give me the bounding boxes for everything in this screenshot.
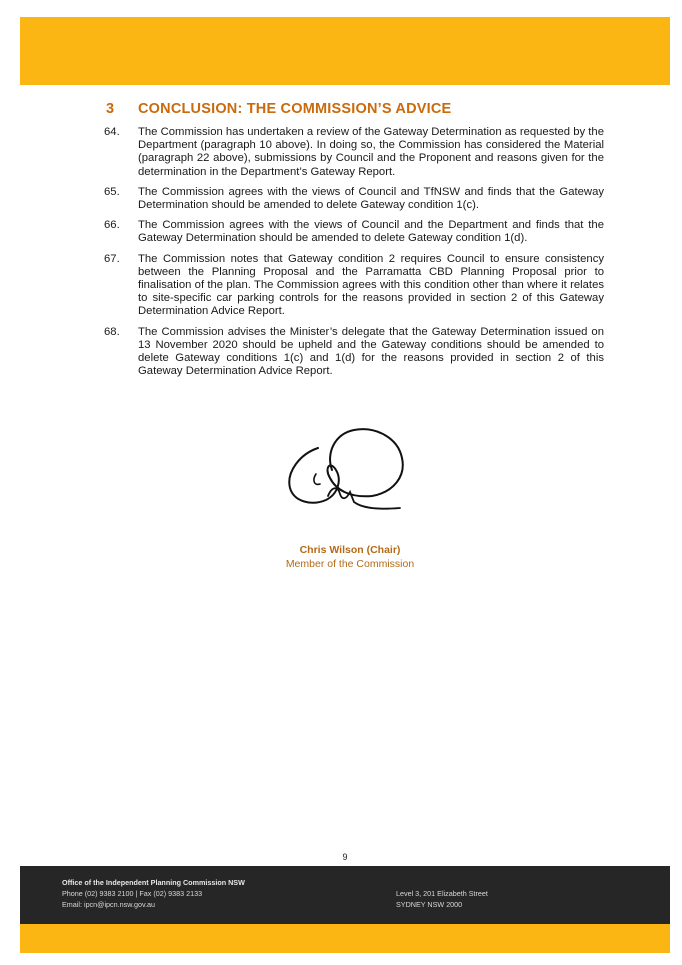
footer-contact xyxy=(62,877,245,910)
footer xyxy=(20,866,670,924)
paragraph-66 xyxy=(104,219,604,245)
paragraph-number: 66. xyxy=(104,219,120,232)
paragraph-text: The Commission advises the Minister’s delegate that the Gateway Determination issued on 13 November 2020 should be upheld and the Gateway conditions should be amended to delete Gateway conditions 1(c) and 1(d) for the reasons provided in section 2 of this Gateway Determination Advice Report. xyxy=(138,325,604,378)
paragraph-68 xyxy=(104,326,604,379)
paragraph-number: 65. xyxy=(104,185,120,198)
footer-band xyxy=(20,924,670,953)
signer-role: Member of the Commission xyxy=(285,558,415,570)
paragraph-67 xyxy=(104,253,604,319)
paragraph-65 xyxy=(104,186,604,212)
header-band xyxy=(20,17,670,85)
footer-address-line2: SYDNEY NSW 2000 xyxy=(396,900,463,909)
footer-address-line1: Level 3, 201 Elizabeth Street xyxy=(396,889,488,898)
paragraph-number: 68. xyxy=(104,325,120,338)
footer-address xyxy=(396,888,488,910)
paragraph-text: The Commission agrees with the views of Council and TfNSW and finds that the Gateway Determination should be amended to delete Gateway condition 1(c). xyxy=(138,185,604,212)
footer-phone-fax: Phone (02) 9383 2100 | Fax (02) 9383 2133 xyxy=(62,889,203,898)
paragraph-number: 67. xyxy=(104,252,120,265)
signer-name: Chris Wilson (Chair) xyxy=(299,544,401,556)
paragraph-number: 64. xyxy=(104,126,120,138)
footer-email: Email: ipcn@ipcn.nsw.gov.au xyxy=(62,900,156,909)
paragraph-text: The Commission agrees with the views of Council and the Department and finds that the Gateway Determination should be amended to delete Gateway condition 1(d). xyxy=(138,219,604,245)
section-title: CONCLUSION: THE COMMISSION’S ADVICE xyxy=(138,101,452,117)
paragraph-list xyxy=(104,126,604,385)
paragraph-text: The Commission notes that Gateway condition 2 requires Council to ensure consistency between the Planning Proposal and the Parramatta CBD Planning Proposal prior to finalisation of the plan. The Commission agrees with this condition other than where it relates to site-specific car parking controls for the reasons provided in section 2 of this Gateway Determination Advice Report. xyxy=(138,252,604,318)
section-heading xyxy=(100,101,451,117)
section-number: 3 xyxy=(106,101,115,117)
paragraph-64 xyxy=(104,126,604,179)
handwritten-signature xyxy=(280,420,410,520)
paragraph-text: The Commission has undertaken a review of the Gateway Determination as requested by the Department (paragraph 10 above). In doing so, the Commission has considered the Material (paragraph 22 above), submissions by Council and the Proponent and reasons given for the determination in the Department’s Gateway Report. xyxy=(138,126,604,178)
page-number: 9 xyxy=(342,852,348,862)
footer-org: Office of the Independent Planning Commission NSW xyxy=(62,878,245,887)
